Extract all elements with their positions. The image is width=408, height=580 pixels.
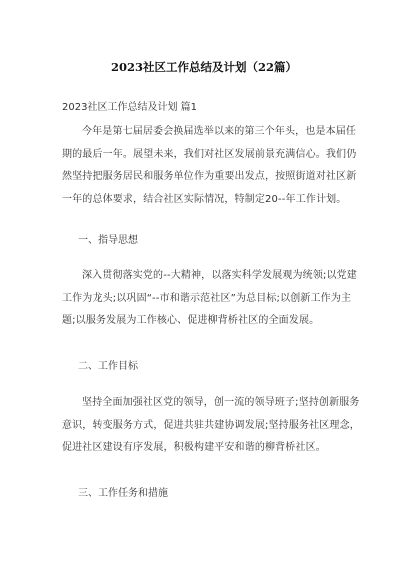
entry-title: 2023社区工作总结及计划 篇1 bbox=[62, 102, 197, 113]
document-title: 2023社区工作总结及计划（22篇） bbox=[110, 60, 297, 74]
work-goals-paragraph bbox=[62, 392, 360, 460]
guiding-ideology-paragraph bbox=[62, 265, 357, 333]
paragraph-line: 一年的总体要求，结合社区实际情况，特制定20--年工作计划。 bbox=[62, 193, 347, 205]
paragraph-line: 期的最后一年。展望未来，我们对社区发展前景充满信心。我们仍 bbox=[62, 148, 357, 160]
paragraph-line: 意识，转变服务方式，促进共驻共建协调发展;坚持服务社区理念， bbox=[62, 419, 360, 431]
paragraph-line: 题;以服务发展为工作核心、促进柳背桥社区的全面发展。 bbox=[62, 315, 320, 326]
paragraph-line: 深入贯彻落实党的--大精神，以落实科学发展观为统领;以党建 bbox=[82, 270, 357, 281]
paragraph-line: 工作为龙头;以巩固“--市和谐示范社区”为总目标;以创新工作为主 bbox=[62, 292, 352, 304]
paragraph-line: 坚持全面加强社区党的领导，创一流的领导班子;坚持创新服务 bbox=[82, 397, 360, 408]
paragraph-line: 今年是第七届居委会换届选举以来的第三个年头，也是本届任 bbox=[82, 126, 357, 137]
paragraph-line: 然坚持把服务居民和服务单位作为重要出发点，按照街道对社区新 bbox=[62, 171, 357, 182]
paragraph-line: 促进社区建设有序发展，积极构建平安和谐的柳背桥社区。 bbox=[62, 442, 326, 453]
section-heading-work-goals: 二、工作目标 bbox=[78, 361, 138, 372]
section-heading-tasks-and-measures: 三、工作任务和措施 bbox=[78, 488, 168, 499]
intro-paragraph bbox=[62, 121, 357, 211]
section-heading-guiding-ideology: 一、指导思想 bbox=[78, 235, 138, 246]
